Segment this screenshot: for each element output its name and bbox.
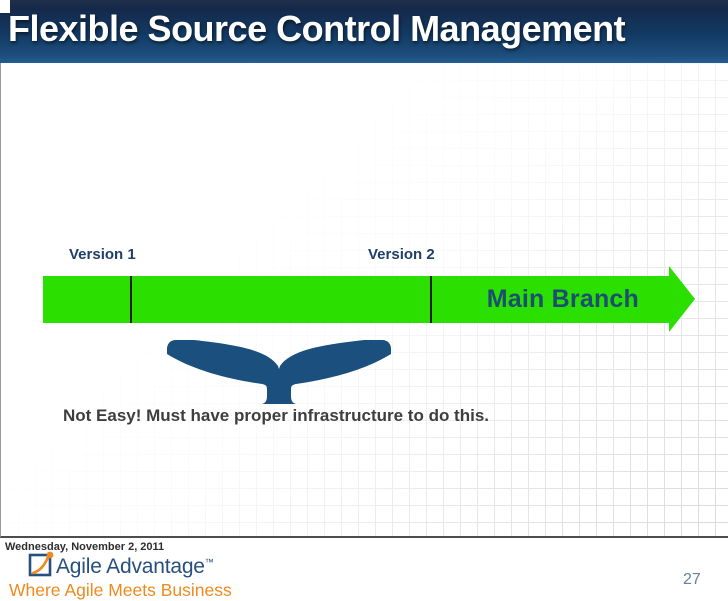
- note-text: Not Easy! Must have proper infrastructure to do this.: [63, 406, 490, 425]
- logo-tagline: Where Agile Meets Business: [9, 580, 232, 600]
- version-1-label: Version 1: [69, 246, 136, 263]
- slide-title: Flexible Source Control Management: [8, 8, 626, 49]
- version-2-label: Version 2: [368, 246, 435, 263]
- main-branch-label: Main Branch: [486, 285, 639, 313]
- title-bar: [0, 0, 728, 63]
- merge-brace-shape: [167, 340, 391, 404]
- page-number: 27: [683, 571, 701, 588]
- trademark-symbol: ™: [204, 557, 214, 567]
- date-caption: Wednesday, November 2, 2011: [5, 541, 165, 553]
- agile-advantage-logo-icon: [28, 551, 55, 578]
- main-branch-arrow-head: [669, 266, 695, 332]
- logo-name-text: Agile Advantage: [56, 555, 205, 578]
- logo-name: [56, 555, 214, 579]
